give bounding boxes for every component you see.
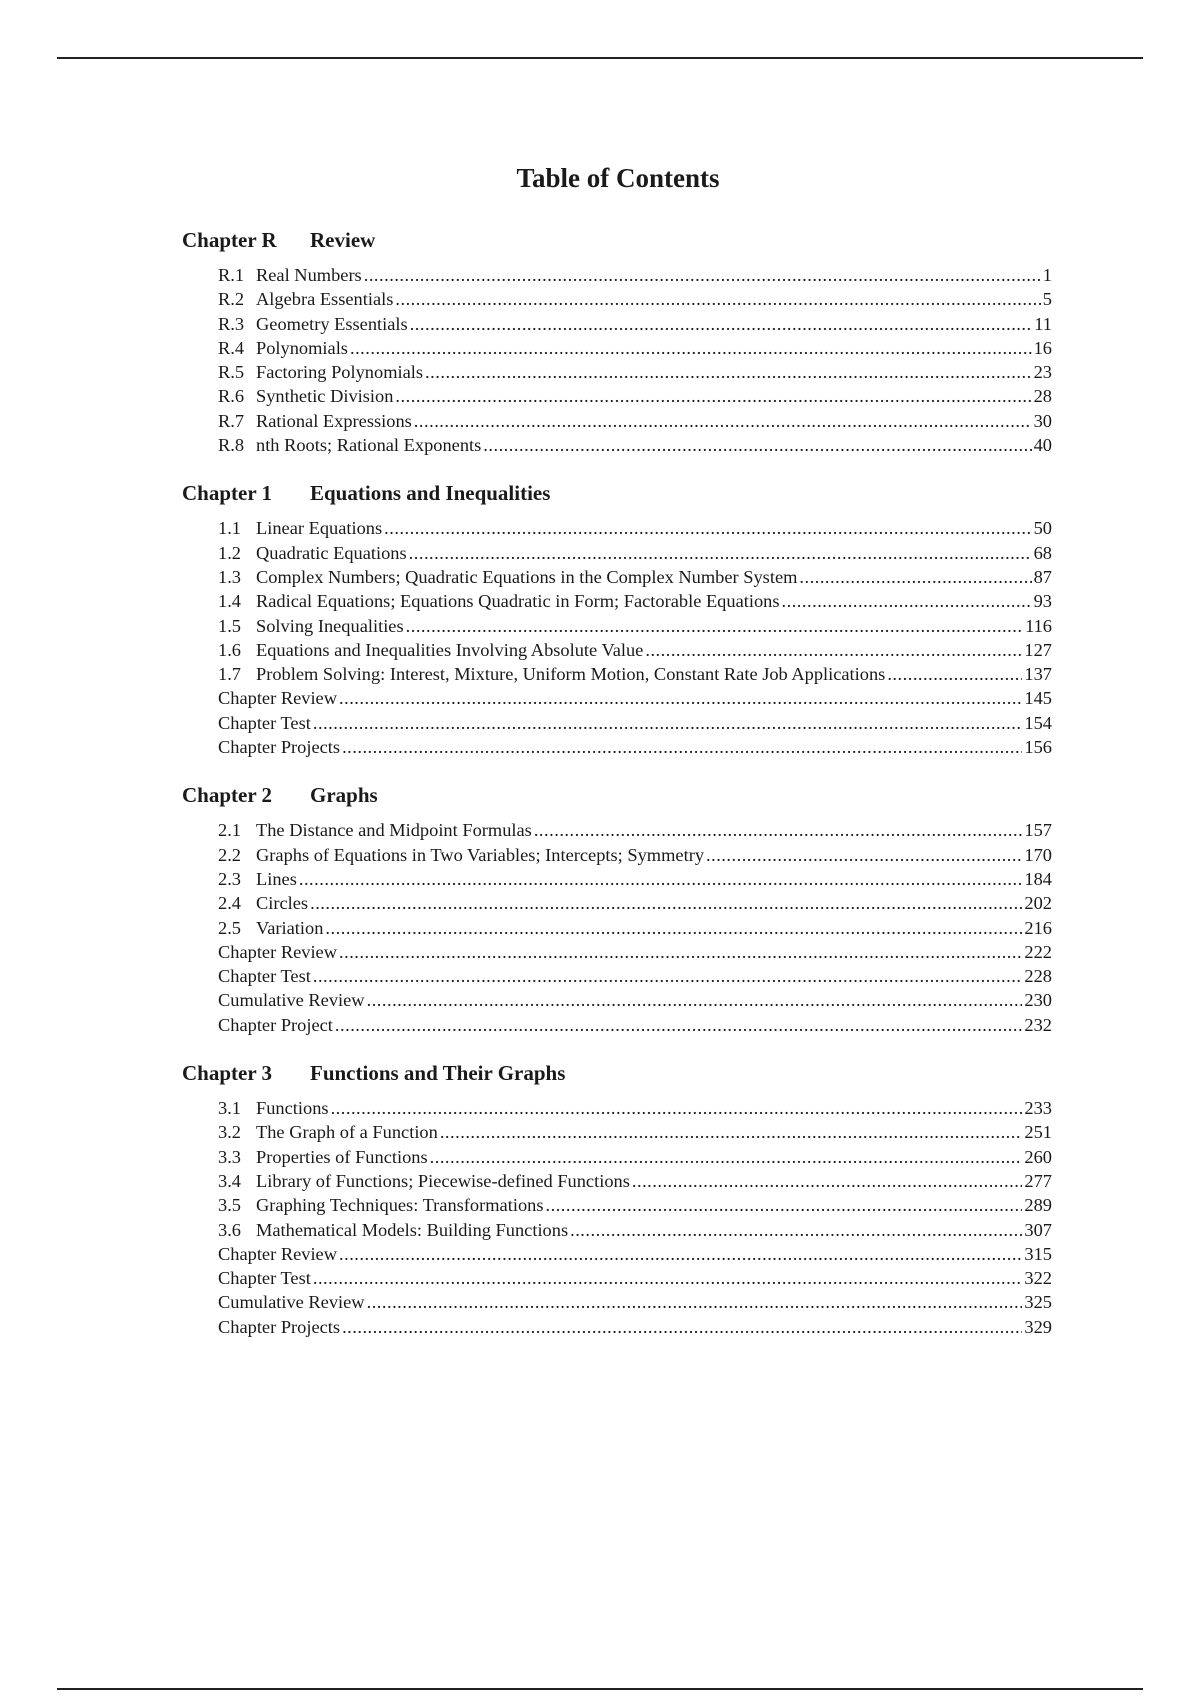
- toc-entry[interactable]: [182, 614, 1052, 638]
- dot-leader: [350, 336, 1032, 360]
- chapter-name: Equations and Inequalities: [310, 481, 551, 506]
- dot-leader: [325, 916, 1022, 940]
- section-number: R.7: [218, 410, 245, 431]
- dot-leader: [331, 1096, 1023, 1120]
- page-number: 232: [1024, 1014, 1052, 1035]
- dot-leader: [887, 662, 1022, 686]
- toc-entry[interactable]: [182, 940, 1052, 964]
- section-title: Library of Functions; Piecewise-defined Functions: [256, 1170, 630, 1191]
- page-number: 127: [1024, 639, 1052, 660]
- toc-entry[interactable]: [182, 1120, 1052, 1144]
- toc-entry[interactable]: [182, 686, 1052, 710]
- section-title: Variation: [256, 917, 324, 938]
- section-title: Factoring Polynomials: [256, 362, 424, 383]
- dot-leader: [409, 541, 1032, 565]
- table-of-contents: [182, 228, 1052, 1363]
- toc-entry[interactable]: [182, 287, 1052, 311]
- page-number: 116: [1025, 615, 1052, 636]
- page-number: 289: [1024, 1195, 1052, 1216]
- dot-leader: [313, 1266, 1023, 1290]
- section-number: 1.4: [218, 591, 241, 612]
- page-number: 23: [1033, 362, 1052, 383]
- page-number: 145: [1024, 688, 1052, 709]
- dot-leader: [367, 988, 1023, 1012]
- page-number: 11: [1034, 313, 1052, 334]
- dot-leader: [395, 287, 1040, 311]
- page-number: 315: [1024, 1243, 1052, 1264]
- page-number: 307: [1024, 1219, 1052, 1240]
- dot-leader: [335, 1013, 1023, 1037]
- page-number: 1: [1042, 265, 1052, 285]
- section-title: The Graph of a Function: [256, 1122, 438, 1143]
- toc-entry[interactable]: [182, 818, 1052, 842]
- dot-leader: [339, 686, 1022, 710]
- dot-leader: [414, 409, 1032, 433]
- toc-entry[interactable]: [182, 867, 1052, 891]
- section-number: 1.3: [218, 566, 241, 587]
- section-title: Graphs of Equations in Two Variables; Intercepts; Symmetry: [256, 844, 705, 865]
- dot-leader: [632, 1169, 1023, 1193]
- page-number: 156: [1024, 737, 1052, 758]
- dot-leader: [339, 1242, 1022, 1266]
- toc-entry[interactable]: [182, 565, 1052, 589]
- dot-leader: [706, 843, 1022, 867]
- toc-entry[interactable]: [182, 336, 1052, 360]
- page-number: 260: [1024, 1146, 1052, 1167]
- section-number: R.8: [218, 435, 245, 456]
- page-number: 251: [1024, 1122, 1052, 1143]
- section-title: Algebra Essentials: [256, 289, 394, 310]
- page-number: 228: [1024, 966, 1052, 987]
- toc-entry[interactable]: [182, 409, 1052, 433]
- dot-leader: [342, 735, 1022, 759]
- section-title: Cumulative Review: [218, 990, 365, 1011]
- page-number: 28: [1033, 386, 1052, 407]
- section-title: Chapter Projects: [218, 1316, 341, 1337]
- page-number: 277: [1024, 1170, 1052, 1191]
- section-title: Geometry Essentials: [256, 313, 408, 334]
- section-title: Problem Solving: Interest, Mixture, Uniform Motion, Constant Rate Job Applications: [256, 664, 886, 685]
- section-title: Quadratic Equations: [256, 542, 407, 563]
- chapter-heading[interactable]: [182, 481, 1052, 506]
- section-number: R.1: [218, 265, 245, 285]
- chapter-name: Functions and Their Graphs: [310, 1061, 566, 1086]
- section-number: 1.5: [218, 615, 241, 636]
- section-number: 1.7: [218, 664, 241, 685]
- section-number: 3.1: [218, 1098, 241, 1119]
- toc-entry[interactable]: [182, 516, 1052, 540]
- dot-leader: [425, 360, 1032, 384]
- dot-leader: [313, 964, 1023, 988]
- section-title: Equations and Inequalities Involving Absolute Value: [256, 639, 644, 660]
- toc-entry[interactable]: [182, 1169, 1052, 1193]
- toc-entry[interactable]: [182, 638, 1052, 662]
- chapter-section: [182, 228, 1052, 457]
- section-title: nth Roots; Rational Exponents: [256, 435, 482, 456]
- dot-leader: [645, 638, 1022, 662]
- section-number: 2.2: [218, 844, 241, 865]
- toc-entry[interactable]: [182, 589, 1052, 613]
- chapter-number: Chapter 2: [182, 783, 273, 808]
- section-number: 2.3: [218, 868, 241, 889]
- page-number: 137: [1024, 664, 1052, 685]
- section-number: 3.6: [218, 1219, 241, 1240]
- section-title: Complex Numbers; Quadratic Equations in the Complex Number System: [256, 566, 798, 587]
- dot-leader: [440, 1120, 1023, 1144]
- page-number: 68: [1033, 542, 1052, 563]
- page-number: 16: [1033, 337, 1052, 358]
- dot-leader: [342, 1315, 1022, 1339]
- page-number: 233: [1024, 1098, 1052, 1119]
- toc-entry[interactable]: [182, 1290, 1052, 1314]
- section-title: Radical Equations; Equations Quadratic in Form; Factorable Equations: [256, 591, 780, 612]
- chapter-section: [182, 1061, 1052, 1339]
- section-title: Real Numbers: [256, 265, 362, 285]
- dot-leader: [384, 516, 1031, 540]
- toc-entry[interactable]: [182, 735, 1052, 759]
- toc-entry[interactable]: [182, 1266, 1052, 1290]
- page-number: 184: [1024, 868, 1052, 889]
- section-number: R.6: [218, 386, 245, 407]
- section-title: The Distance and Midpoint Formulas: [256, 820, 532, 841]
- page-number: 5: [1042, 289, 1052, 310]
- toc-entry[interactable]: [182, 1096, 1052, 1120]
- page-number: 30: [1033, 410, 1052, 431]
- page-number: 222: [1024, 941, 1052, 962]
- section-title: Cumulative Review: [218, 1292, 365, 1313]
- section-number: 3.4: [218, 1170, 241, 1191]
- dot-leader: [799, 565, 1031, 589]
- toc-entry[interactable]: [182, 1013, 1052, 1037]
- section-title: Lines: [256, 868, 297, 889]
- page-number: 93: [1033, 591, 1052, 612]
- page-number: 216: [1024, 917, 1052, 938]
- section-number: 2.4: [218, 893, 241, 914]
- page-number: 202: [1024, 893, 1052, 914]
- section-title: Mathematical Models: Building Functions: [256, 1219, 569, 1240]
- dot-leader: [534, 818, 1023, 842]
- chapter-section: [182, 783, 1052, 1037]
- section-number: 3.2: [218, 1122, 241, 1143]
- chapter-heading[interactable]: [182, 1061, 1052, 1086]
- dot-leader: [313, 711, 1023, 735]
- toc-entry[interactable]: [182, 312, 1052, 336]
- section-title: Properties of Functions: [256, 1146, 428, 1167]
- dot-leader: [367, 1290, 1023, 1314]
- toc-entry[interactable]: [182, 662, 1052, 686]
- page-number: 40: [1033, 435, 1052, 456]
- section-number: R.5: [218, 362, 245, 383]
- section-title: Functions: [256, 1098, 329, 1119]
- toc-entry[interactable]: [182, 1218, 1052, 1242]
- section-number: 2.1: [218, 820, 241, 841]
- dot-leader: [395, 384, 1031, 408]
- section-number: 1.1: [218, 518, 241, 539]
- section-title: Rational Expressions: [256, 410, 412, 431]
- toc-entry[interactable]: [182, 891, 1052, 915]
- page-number: 157: [1024, 820, 1052, 841]
- section-number: R.3: [218, 313, 245, 334]
- page-number: 87: [1033, 566, 1052, 587]
- section-title: Chapter Review: [218, 941, 337, 962]
- toc-entry[interactable]: [182, 1145, 1052, 1169]
- page-number: 50: [1033, 518, 1052, 539]
- section-number: 3.5: [218, 1195, 241, 1216]
- page-number: 322: [1024, 1268, 1052, 1289]
- toc-entry[interactable]: [182, 541, 1052, 565]
- section-title: Chapter Review: [218, 688, 337, 709]
- chapter-number: Chapter 3: [182, 1061, 273, 1086]
- bottom-rule: [57, 1688, 1143, 1690]
- chapter-section: [182, 481, 1052, 759]
- chapter-name: Graphs: [310, 783, 378, 808]
- toc-entry[interactable]: [182, 988, 1052, 1012]
- toc-entry[interactable]: [182, 384, 1052, 408]
- toc-entry[interactable]: [182, 1315, 1052, 1339]
- dot-leader: [430, 1145, 1023, 1169]
- dot-leader: [782, 589, 1032, 613]
- section-title: Chapter Review: [218, 1243, 337, 1264]
- chapter-name: Review: [310, 228, 376, 252]
- page-number: 325: [1024, 1292, 1052, 1313]
- dot-leader: [570, 1218, 1022, 1242]
- chapter-heading[interactable]: [182, 228, 1052, 253]
- section-title: Linear Equations: [256, 518, 383, 539]
- chapter-number: Chapter R: [182, 228, 277, 252]
- dot-leader: [406, 614, 1023, 638]
- page-number: 154: [1024, 712, 1052, 733]
- dot-leader: [299, 867, 1023, 891]
- page-number: 329: [1024, 1316, 1052, 1337]
- section-title: Synthetic Division: [256, 386, 394, 407]
- section-title: Chapter Test: [218, 712, 311, 733]
- toc-entry[interactable]: [182, 433, 1052, 457]
- section-title: Solving Inequalities: [256, 615, 404, 636]
- dot-leader: [410, 312, 1033, 336]
- dot-leader: [339, 940, 1022, 964]
- toc-entry[interactable]: [182, 1193, 1052, 1217]
- section-title: Chapter Test: [218, 966, 311, 987]
- section-title: Circles: [256, 893, 309, 914]
- page-number: 170: [1024, 844, 1052, 865]
- top-rule: [57, 57, 1143, 59]
- section-number: 1.2: [218, 542, 241, 563]
- dot-leader: [310, 891, 1022, 915]
- section-number: 3.3: [218, 1146, 241, 1167]
- toc-entry[interactable]: [182, 360, 1052, 384]
- section-title: Chapter Test: [218, 1268, 311, 1289]
- section-number: R.2: [218, 289, 245, 310]
- dot-leader: [364, 263, 1041, 287]
- chapter-heading[interactable]: [182, 783, 1052, 808]
- dot-leader: [546, 1193, 1023, 1217]
- section-title: Graphing Techniques: Transformations: [256, 1195, 544, 1216]
- page-title: Table of Contents: [516, 163, 720, 194]
- section-number: 2.5: [218, 917, 241, 938]
- section-number: R.4: [218, 337, 245, 358]
- toc-entry[interactable]: [182, 916, 1052, 940]
- toc-entry[interactable]: [182, 843, 1052, 867]
- page-number: 230: [1024, 990, 1052, 1011]
- section-title: Chapter Project: [218, 1014, 333, 1035]
- toc-entry[interactable]: [182, 711, 1052, 735]
- section-title: Chapter Projects: [218, 737, 341, 758]
- toc-entry[interactable]: [182, 1242, 1052, 1266]
- toc-entry[interactable]: [182, 263, 1052, 287]
- chapter-number: Chapter 1: [182, 481, 273, 506]
- section-title: Polynomials: [256, 337, 348, 358]
- section-number: 1.6: [218, 639, 241, 660]
- toc-entry[interactable]: [182, 964, 1052, 988]
- dot-leader: [483, 433, 1031, 457]
